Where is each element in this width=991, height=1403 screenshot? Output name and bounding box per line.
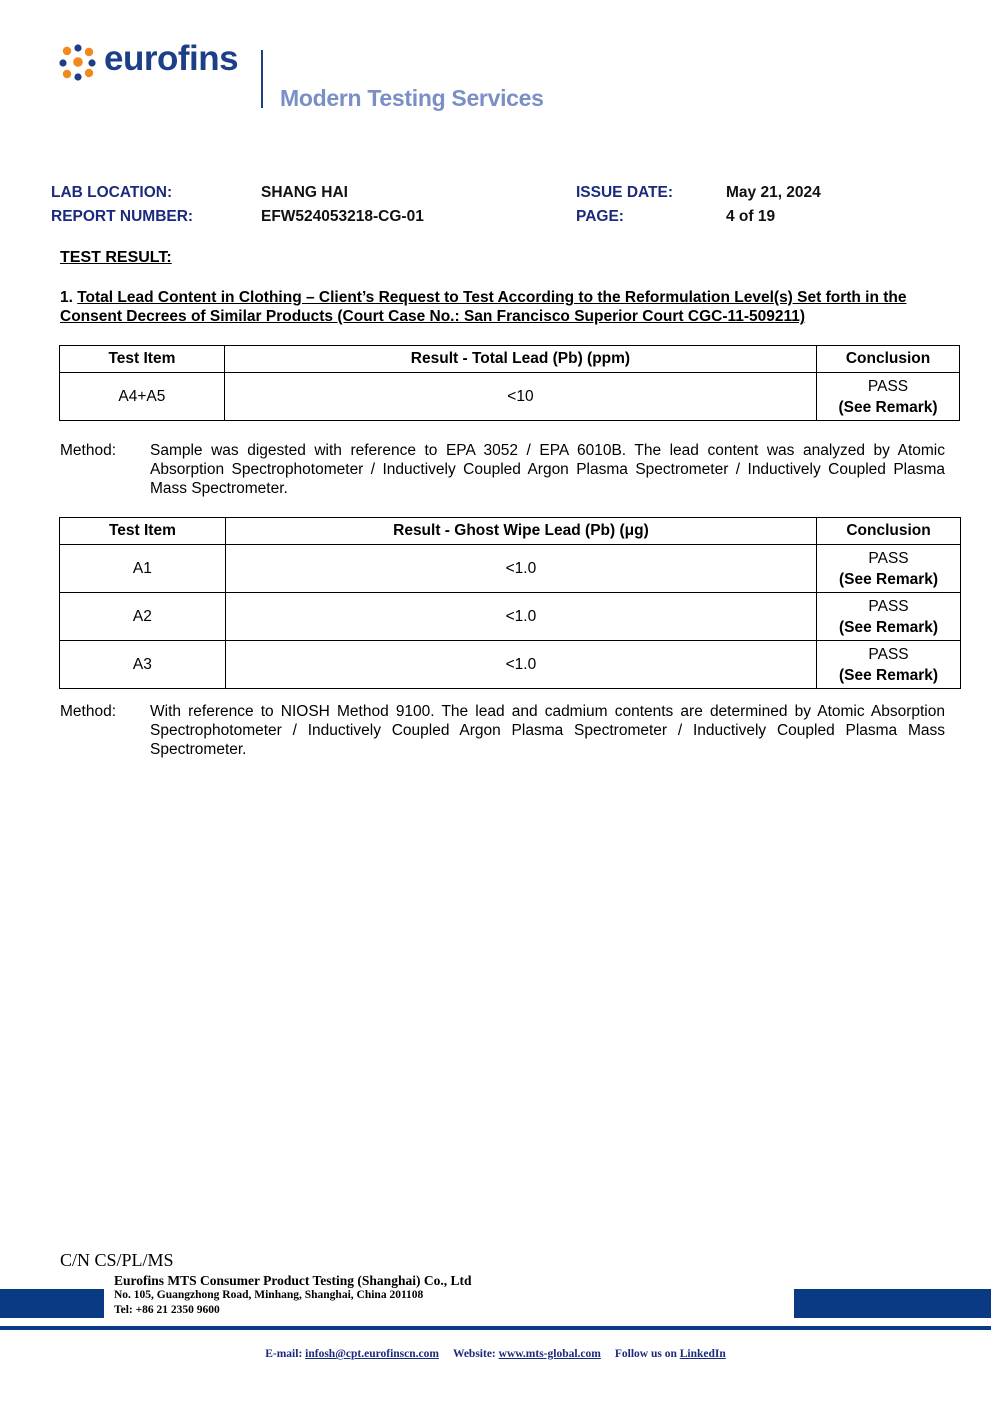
method-note-2 — [60, 702, 945, 759]
page-value: 4 of 19 — [726, 208, 776, 225]
result-cell: <1.0 — [225, 641, 816, 689]
test-item-cell: A2 — [60, 593, 226, 641]
lab-location-value: SHANG HAI — [261, 184, 348, 201]
method-note-1 — [60, 441, 945, 498]
see-remark: (See Remark) — [838, 618, 939, 636]
ghost-wipe-lead-table — [59, 517, 961, 689]
eurofins-dots-icon — [58, 43, 98, 83]
footer-contacts — [0, 1348, 991, 1360]
header-test-item: Test Item — [60, 518, 226, 545]
conclusion-pass: PASS — [867, 377, 909, 395]
report-number-value: EFW524053218-CG-01 — [261, 208, 424, 225]
issue-date-label: ISSUE DATE: — [576, 184, 674, 201]
table-row — [60, 373, 960, 421]
header-test-item: Test Item — [60, 346, 225, 373]
header-result: Result - Total Lead (Pb) (ppm) — [224, 346, 816, 373]
header-conclusion: Conclusion — [817, 518, 961, 545]
document-code: C/N CS/PL/MS — [60, 1250, 174, 1270]
conclusion-cell — [817, 545, 961, 593]
linkedin-link[interactable]: LinkedIn — [679, 1348, 726, 1360]
follow-label: Follow us on — [614, 1348, 680, 1360]
email-label: E-mail: — [265, 1348, 306, 1360]
brand-wordmark: eurofins — [104, 39, 239, 78]
method-text: Sample was digested with reference to EPA 3052 / EPA 6010B. The lead content was analyzed by Atomic Absorption Spectrophotometer / Inductively Coupled Argon Plasma Spectrometer / Inductively Coupled Plasma Mass Spectrometer. — [150, 442, 945, 497]
see-remark: (See Remark) — [838, 398, 938, 416]
section-heading — [60, 288, 950, 326]
table-row — [60, 641, 961, 689]
conclusion-pass: PASS — [868, 597, 909, 615]
lab-location-label: LAB LOCATION: — [51, 184, 173, 201]
test-item-cell: A4+A5 — [60, 373, 225, 421]
company-tel: Tel: +86 21 2350 9600 — [114, 1304, 220, 1316]
test-item-cell: A1 — [60, 545, 226, 593]
table-header-row — [60, 346, 960, 373]
method-text: With reference to NIOSH Method 9100. The lead and cadmium contents are determined by Atomic Absorption Spectrophotometer / Inductively Coupled Argon Plasma Spectrometer / Inductively Coupled Plasma Mass Spectrometer. — [150, 703, 945, 758]
company-address: No. 105, Guangzhong Road, Minhang, Shanghai, China 201108 — [114, 1289, 424, 1301]
conclusion-cell — [817, 373, 960, 421]
email-link[interactable]: infosh@cpt.eurofinscn.com — [305, 1348, 439, 1360]
see-remark: (See Remark) — [838, 570, 939, 588]
header-conclusion: Conclusion — [817, 346, 960, 373]
table-row — [60, 545, 961, 593]
total-lead-table — [59, 345, 960, 421]
page-label: PAGE: — [576, 208, 624, 225]
result-cell: <10 — [224, 373, 816, 421]
method-label: Method: — [60, 442, 117, 459]
test-result-title: TEST RESULT: — [60, 249, 172, 266]
brand-tagline: Modern Testing Services — [280, 85, 544, 111]
issue-date-value: May 21, 2024 — [726, 184, 821, 201]
conclusion-pass: PASS — [868, 645, 909, 663]
result-cell: <1.0 — [225, 545, 816, 593]
result-cell: <1.0 — [225, 593, 816, 641]
section-number: 1. — [60, 289, 78, 306]
company-name: Eurofins MTS Consumer Product Testing (Shanghai) Co., Ltd — [114, 1273, 472, 1288]
header-result: Result - Ghost Wipe Lead (Pb) (μg) — [225, 518, 816, 545]
see-remark: (See Remark) — [838, 666, 939, 684]
report-number-label: REPORT NUMBER: — [51, 208, 194, 225]
method-label: Method: — [60, 703, 117, 720]
section-heading-text: Total Lead Content in Clothing – Client’s Request to Test According to the Reformulation Level(s) Set forth in the Consent Decrees of Similar Products (Court Case No.: San Francisco Superior Court CGC-11-509211) — [60, 289, 907, 325]
conclusion-cell — [817, 641, 961, 689]
conclusion-cell — [817, 593, 961, 641]
website-label: Website: — [452, 1348, 499, 1360]
footer-divider-line — [0, 1326, 991, 1330]
logo-divider — [261, 50, 263, 108]
footer-bar-right — [794, 1289, 991, 1318]
table-header-row — [60, 518, 961, 545]
company-block — [114, 1273, 471, 1318]
test-item-cell: A3 — [60, 641, 226, 689]
conclusion-pass: PASS — [868, 549, 909, 567]
website-link[interactable]: www.mts-global.com — [498, 1348, 601, 1360]
footer-bar-left — [0, 1289, 104, 1318]
table-row — [60, 593, 961, 641]
